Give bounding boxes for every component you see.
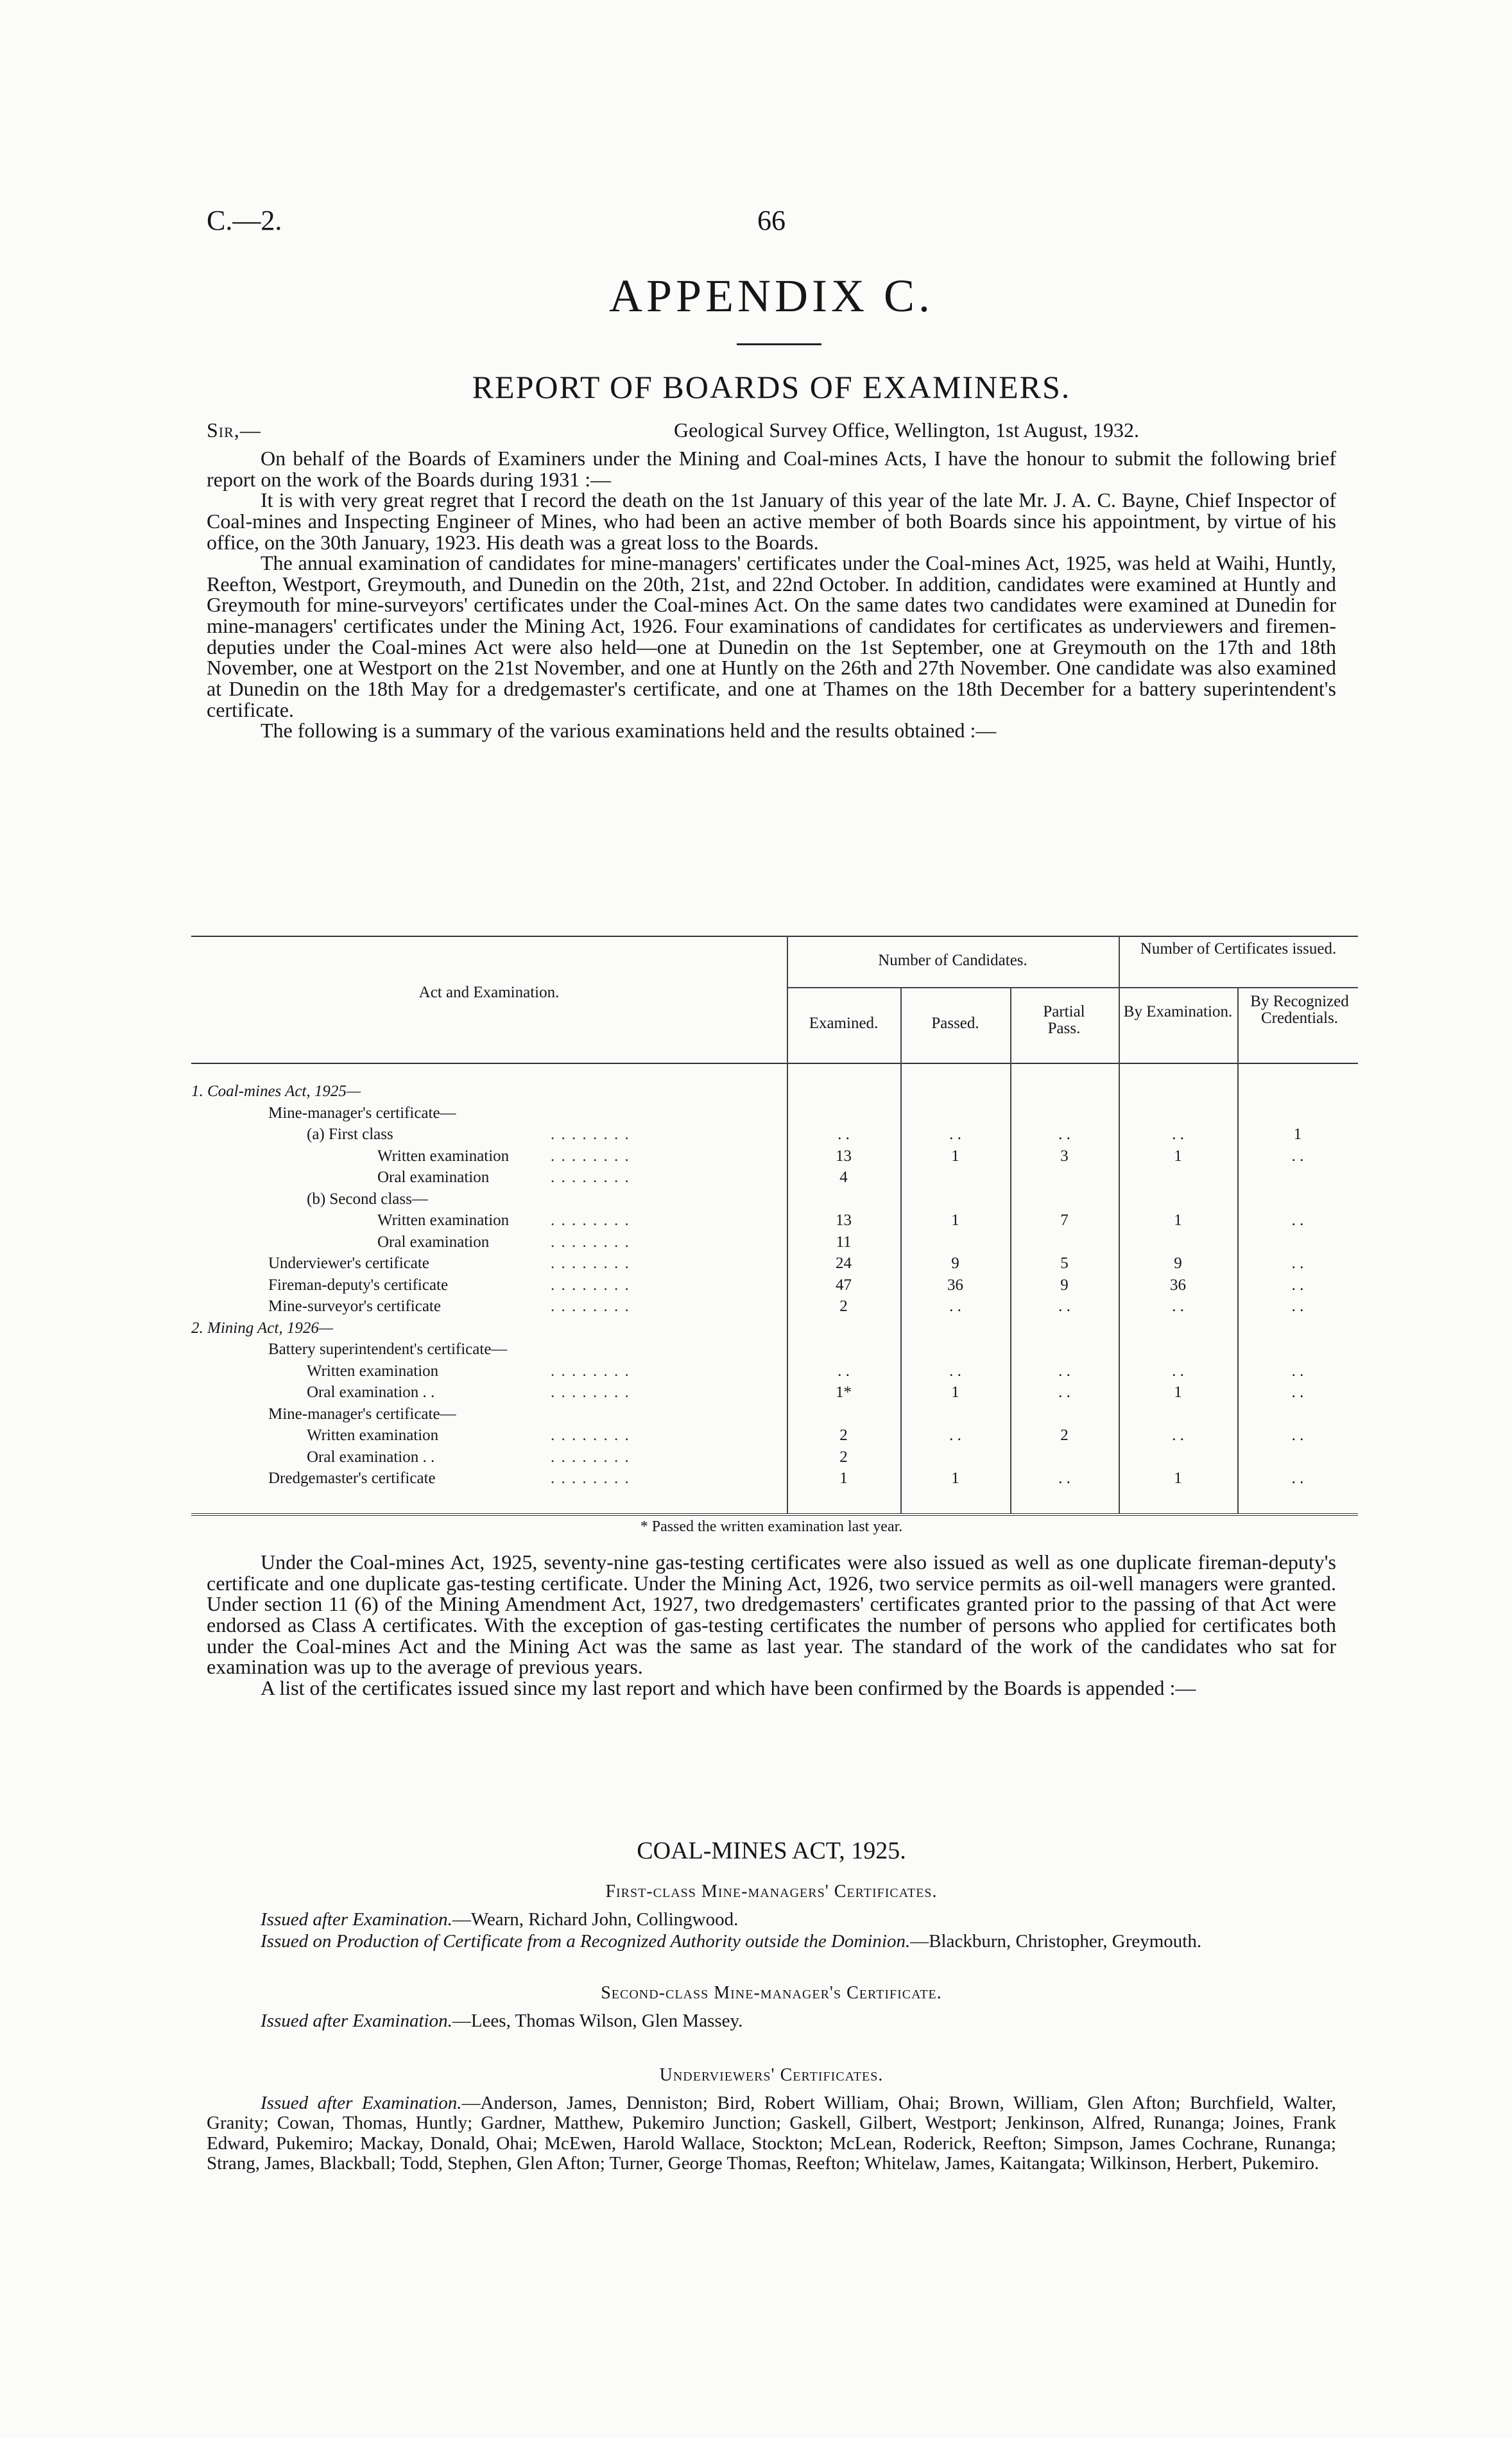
second-class-after-exam	[207, 2011, 1336, 2031]
row-label: Oral examination . .	[307, 1448, 435, 1466]
examined-cell: . .	[838, 1362, 850, 1380]
by-examination-cell: . .	[1172, 1427, 1184, 1444]
table-row	[191, 1189, 1358, 1210]
table-row	[191, 1296, 1358, 1318]
row-label: Written examination	[377, 1147, 510, 1165]
passed-cell: . .	[949, 1126, 961, 1143]
running-head	[207, 204, 1336, 243]
entry-label: Issued after Examination.	[261, 2011, 452, 2031]
header-by-recognized-credentials: By Recognized Credentials.	[1250, 993, 1349, 1027]
leader-dots: . . . . . . . .	[551, 1470, 630, 1487]
by-credentials-cell: . .	[1291, 1427, 1304, 1444]
report-title: REPORT OF BOARDS OF EXAMINERS.	[472, 369, 1071, 405]
row-label: Written examination	[307, 1362, 439, 1380]
examined-cell: . .	[838, 1126, 850, 1143]
row-label: Mine-manager's certificate—	[268, 1405, 456, 1423]
underviewers-after-exam	[207, 2093, 1336, 2174]
leader-dots: . . . . . . . .	[551, 1255, 630, 1272]
table-row	[191, 1253, 1358, 1275]
by-credentials-cell: . .	[1291, 1212, 1304, 1229]
paragraph: On behalf of the Boards of Examiners under the Mining and Coal-mines Acts, I have the honour to submit the following brief report on the work of the Boards during 1931 :—	[207, 447, 1336, 491]
header-passed: Passed.	[931, 1015, 979, 1032]
leader-dots: . . . . . . . .	[551, 1427, 630, 1444]
row-label: 1. Coal-mines Act, 1925—	[191, 1083, 361, 1100]
header-number-of-certificates: Number of Certificates issued.	[1140, 940, 1337, 957]
examined-cell: 2	[839, 1448, 848, 1466]
table-row	[191, 1361, 1358, 1382]
table-row	[191, 1468, 1358, 1489]
underviewers-heading: Underviewers' Certificates.	[659, 2065, 884, 2085]
row-label: Battery superintendent's certificate—	[268, 1341, 508, 1358]
leader-dots: . . . . . . . .	[551, 1448, 630, 1466]
entry-label: Issued on Production of Certificate from a Recognized Authority outside the Dominion.	[261, 1931, 911, 1952]
partial-pass-cell: 3	[1060, 1147, 1069, 1165]
examined-cell: 13	[836, 1147, 852, 1165]
series-number: C.—2.	[207, 205, 282, 236]
table-row	[191, 1081, 1358, 1103]
paragraph: The following is a summary of the various examinations held and the results obtained :—	[261, 719, 997, 743]
passed-cell: 1	[951, 1470, 959, 1487]
table-row	[191, 1232, 1358, 1253]
by-credentials-cell: . .	[1291, 1255, 1304, 1272]
passed-cell: 1	[951, 1384, 959, 1401]
passed-cell: 9	[951, 1255, 959, 1272]
row-label: (b) Second class—	[307, 1190, 428, 1208]
passed-cell: . .	[949, 1427, 961, 1444]
by-examination-cell: . .	[1172, 1298, 1184, 1315]
examined-cell: 24	[836, 1255, 852, 1272]
by-credentials-cell: . .	[1291, 1384, 1304, 1401]
by-examination-cell: 1	[1174, 1212, 1182, 1229]
first-class-heading: First-class Mine-managers' Certificates.	[605, 1882, 938, 1901]
paragraph: Under the Coal-mines Act, 1925, seventy-nine gas-testing certificates were also issued as well as one duplicate fireman-deputy's certificate and one duplicate gas-testing certificate. Under the Mining Act, 1926, two service permits as oil-well managers were granted. Under section 11 (6) of the Mining Amendment Act, 1927, two dredgemasters' certificates granted prior to the passing of that Act were endorsed as Class A certificates. With the exception of gas-testing certificates the number of persons who applied for certificates both under the Coal-mines Act and the Mining Act was the same as last year. The standard of the work of the candidates who sat for examination was up to the average of previous years.	[207, 1550, 1336, 1679]
row-label: Oral examination	[377, 1169, 490, 1186]
salutation-line	[207, 418, 1336, 447]
by-credentials-cell: . .	[1291, 1276, 1304, 1294]
page-number: 66	[757, 205, 786, 236]
table-row	[191, 1425, 1358, 1446]
salutation: Sir,—	[207, 418, 261, 442]
by-examination-cell: 9	[1174, 1255, 1182, 1272]
by-examination-cell: . .	[1172, 1126, 1184, 1143]
by-examination-cell: 1	[1174, 1147, 1182, 1165]
partial-pass-cell: 2	[1060, 1427, 1069, 1444]
table-footnote: * Passed the written examination last year.	[640, 1518, 903, 1535]
dateline: Geological Survey Office, Wellington, 1st August, 1932.	[674, 418, 1140, 442]
table-bottom-rule	[191, 1513, 1358, 1516]
entry-names: —Lees, Thomas Wilson, Glen Massey.	[452, 2011, 743, 2031]
passed-cell: . .	[949, 1298, 961, 1315]
examined-cell: 2	[839, 1298, 848, 1315]
second-class-heading: Second-class Mine-manager's Certificate.	[601, 1983, 942, 2003]
row-label: 2. Mining Act, 1926—	[191, 1319, 334, 1337]
partial-pass-cell: . .	[1058, 1362, 1070, 1380]
examined-cell: 13	[836, 1212, 852, 1229]
leader-dots: . . . . . . . .	[551, 1169, 630, 1186]
by-credentials-cell: . .	[1291, 1470, 1304, 1487]
header-number-of-candidates: Number of Candidates.	[878, 952, 1027, 969]
by-credentials-cell: . .	[1291, 1362, 1304, 1380]
letter-body	[207, 448, 1336, 741]
entry-label: Issued after Examination.	[261, 1909, 452, 1930]
table-top-rule	[191, 936, 1358, 937]
partial-pass-cell: . .	[1058, 1470, 1070, 1487]
table-row	[191, 1318, 1358, 1339]
row-label: Fireman-deputy's certificate	[268, 1276, 449, 1294]
after-table-body	[207, 1552, 1336, 1698]
partial-pass-cell: 5	[1060, 1255, 1069, 1272]
partial-pass-cell: . .	[1058, 1126, 1070, 1143]
appendix-title: APPENDIX C.	[608, 270, 934, 322]
row-label: Mine-surveyor's certificate	[268, 1298, 441, 1315]
leader-dots: . . . . . . . .	[551, 1147, 630, 1165]
paragraph: The annual examination of candidates for mine-managers' certificates under the Coal-mines Act, 1925, was held at Waihi, Huntly, Reefton, Westport, Greymouth, and Dunedin on the 20th, 21st, and 22nd October. In addition, candidates were examined at Huntly and Greymouth for mine-surveyors' certificates under the Coal-mines Act. On the same dates two candidates were examined at Dunedin for mine-managers' certificates under the Mining Act, 1926. Four examinations of candidates for certificates as underviewers and firemen-deputies under the Coal-mines Act were also held—one at Dunedin on the 1st September, one at Greymouth on the 17th and 18th November, one at Westport on the 21st November, and one at Huntly on the 26th and 27th November. One candidate was also examined at Dunedin on the 18th May for a dredgemaster's certificate, and one at Thames on the 18th December for a battery superintendent's certificate.	[207, 551, 1336, 721]
row-label: Mine-manager's certificate—	[268, 1104, 456, 1122]
by-credentials-cell: . .	[1291, 1147, 1304, 1165]
passed-cell: . .	[949, 1362, 961, 1380]
by-examination-cell: 1	[1174, 1384, 1182, 1401]
header-examined: Examined.	[809, 1015, 879, 1032]
header-by-examination: By Examination.	[1123, 1003, 1233, 1020]
leader-dots: . . . . . . . .	[551, 1233, 630, 1251]
table-row	[191, 1382, 1358, 1404]
entry-names: —Anderson, James, Denniston; Bird, Robert William, Ohai; Brown, William, Glen Afton; Burchfield, Walter, Granity; Cowan, Thomas, Huntly; Gardner, Matthew, Pukemiro Junction; Gaskell, Gilbert, Westport; Jenkinson, Alfred, Runanga; Joines, Frank Edward, Pukemiro; Mackay, Donald, Ohai; McEwen, Harold Wallace, Stockton; McLean, Roderick, Reefton; Simpson, James Cochrane, Runanga; Strang, James, Blackball; Todd, Stephen, Glen Afton; Turner, George Thomas, Reefton; Whitelaw, James, Kaitangata; Wilkinson, Herbert, Pukemiro.	[207, 2093, 1337, 2174]
table-row	[191, 1210, 1358, 1232]
passed-cell: 1	[951, 1147, 959, 1165]
by-examination-cell: 1	[1174, 1470, 1182, 1487]
table-row	[191, 1124, 1358, 1146]
examined-cell: 47	[836, 1276, 852, 1294]
passed-cell: 1	[951, 1212, 959, 1229]
leader-dots: . . . . . . . .	[551, 1298, 630, 1315]
passed-cell: 36	[947, 1276, 963, 1294]
examined-cell: 1	[839, 1470, 848, 1487]
table-row	[191, 1339, 1358, 1361]
table-row	[191, 1446, 1358, 1468]
group-header-rule	[1119, 987, 1358, 988]
examined-cell: 11	[836, 1233, 852, 1251]
row-label: Written examination	[307, 1427, 439, 1444]
leader-dots: . . . . . . . .	[551, 1362, 630, 1380]
row-label: Dredgemaster's certificate	[268, 1470, 436, 1487]
entry-names: —Blackburn, Christopher, Greymouth.	[910, 1931, 1202, 1952]
leader-dots: . . . . . . . .	[551, 1126, 630, 1143]
table-row	[191, 1146, 1358, 1167]
examined-cell: 1*	[836, 1384, 852, 1401]
by-examination-cell: 36	[1170, 1276, 1186, 1294]
partial-pass-cell: . .	[1058, 1298, 1070, 1315]
table-row	[191, 1103, 1358, 1124]
by-credentials-cell: . .	[1291, 1298, 1304, 1315]
first-class-after-exam	[207, 1910, 1336, 1930]
examined-cell: 4	[839, 1169, 848, 1186]
leader-dots: . . . . . . . .	[551, 1212, 630, 1229]
table-row	[191, 1167, 1358, 1189]
paragraph: It is with very great regret that I record the death on the 1st January of this year of the late Mr. J. A. C. Bayne, Chief Inspector of Coal-mines and Inspecting Engineer of Mines, who had been an active member of both Boards since his appointment, by virtue of his office, on the 30th January, 1923. His death was a great loss to the Boards.	[207, 488, 1336, 554]
header-act-examination: Act and Examination.	[418, 984, 560, 1001]
group-header-rule	[787, 987, 1119, 988]
table-row	[191, 1404, 1358, 1425]
header-partial-pass: Partial Pass.	[1043, 1003, 1085, 1038]
row-label: Underviewer's certificate	[268, 1255, 429, 1272]
row-label: Written examination	[377, 1212, 510, 1229]
summary-table	[191, 936, 1358, 1517]
row-label: (a) First class	[307, 1126, 393, 1143]
first-class-production	[207, 1932, 1336, 1952]
partial-pass-cell: 7	[1060, 1212, 1069, 1229]
table-row	[191, 1275, 1358, 1296]
table-header-rule	[191, 1063, 1358, 1064]
by-examination-cell: . .	[1172, 1362, 1184, 1380]
by-credentials-cell: 1	[1293, 1126, 1302, 1143]
partial-pass-cell: . .	[1058, 1384, 1070, 1401]
leader-dots: . . . . . . . .	[551, 1276, 630, 1294]
partial-pass-cell: 9	[1060, 1276, 1069, 1294]
title-rule	[737, 343, 821, 345]
examined-cell: 2	[839, 1427, 848, 1444]
entry-names: —Wearn, Richard John, Collingwood.	[452, 1909, 739, 1930]
entry-label: Issued after Examination.	[261, 2093, 462, 2113]
row-label: Oral examination	[377, 1233, 490, 1251]
paragraph: A list of the certificates issued since my last report and which have been confirmed by the Boards is appended :—	[261, 1676, 1196, 1699]
leader-dots: . . . . . . . .	[551, 1384, 630, 1401]
coal-mines-act-heading: COAL-MINES ACT, 1925.	[637, 1837, 906, 1864]
row-label: Oral examination . .	[307, 1384, 435, 1401]
